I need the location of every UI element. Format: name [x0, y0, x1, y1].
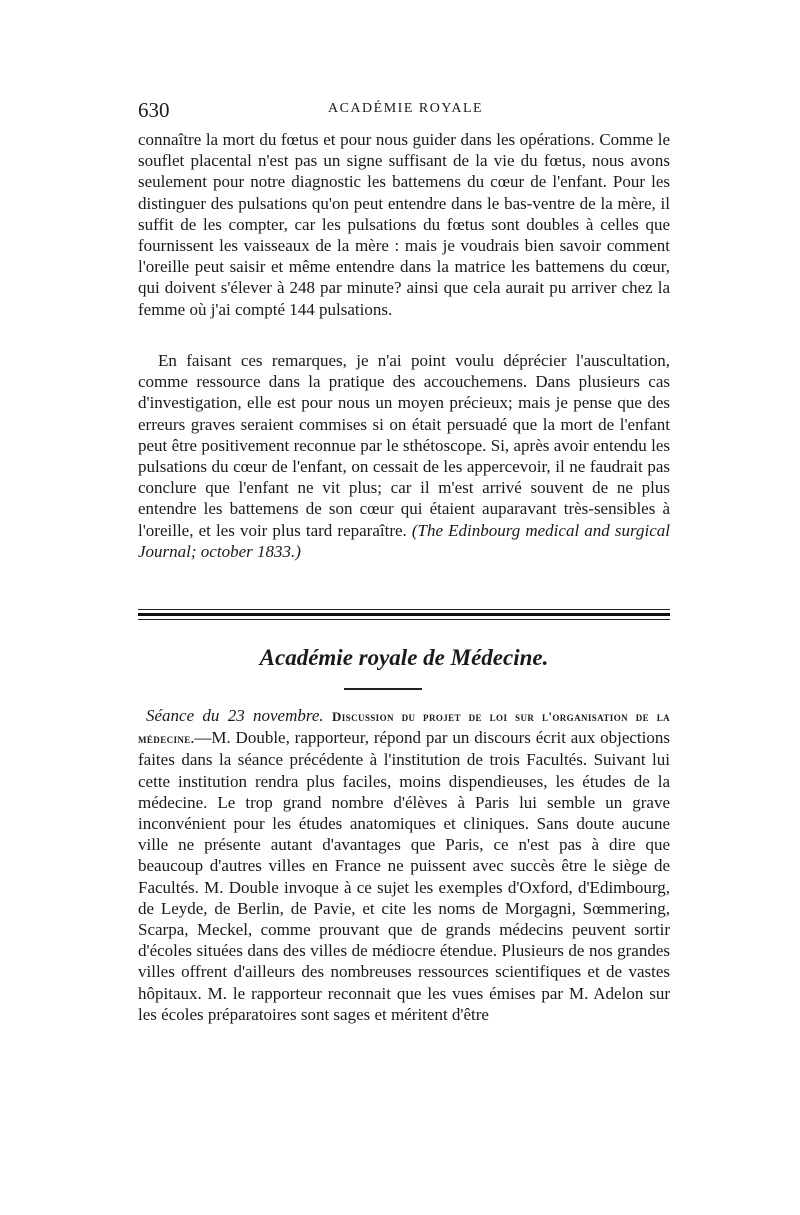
second-paragraph — [138, 350, 670, 562]
paragraph-text: connaître la mort du fœtus et pour nous guider dans les opérations. Comme le souflet placental n'est pas un signe suffisant de la vie du fœtus, nous avons seulement pour notre diagnostic les battemens du cœur de l'enfant. Pour les distinguer des pulsations qu'on peut entendre dans le bas-ventre de la mère, il suffit de les compter, car les pulsations du fœtus sont doubles à celles que fournissent les vaisseaux de la mère : mais je voudrais bien savoir comment l'oreille peut saisir et même entendre dans la matrice les battemens du cœur, qui doivent s'élever à 248 par minute? ainsi que cela aurait pu arriver chez la femme où j'ai compté 144 pulsations. — [138, 130, 670, 319]
continued-paragraph — [138, 129, 670, 320]
divider-line — [138, 609, 670, 610]
session-date: Séance du 23 novembre. — [146, 706, 324, 725]
paragraph-text: En faisant ces remarques, je n'ai point voulu déprécier l'auscultation, comme ressource dans la pratique des accouchemens. Dans plusieurs cas d'investigation, elle est pour nous un moyen précieux; mais je pense que des erreurs graves seraient commises si on était persuadé que la mort de l'enfant peut être positivement reconnue par le sthétoscope. Si, après avoir entendu les pulsations du cœur de l'enfant, on cessait de les appercevoir, il ne faudrait pas conclure que l'enfant ne vit plus; car il m'est arrivé souvent de ne plus entendre les battemens de son cœur qui étaient auparavant très-sensibles à l'oreille, et les voir plus tard reparaître. — [138, 351, 670, 540]
paragraph-body — [138, 350, 670, 562]
page-number: 630 — [138, 98, 170, 122]
journal-citation: (The Edinbourg medical and surgical Journal; october 1833.) — [138, 520, 670, 561]
session-body: —M. Double, rapporteur, répond par un discours écrit aux objections faites dans la séance précédente à l'institution de trois Facultés. Suivant lui cette institution rendra plus faciles, moins dispendieuses, les études de la médecine. Le trop grand nombre d'élèves à Paris lui semble un grave inconvénient pour les études anatomiques et cliniques. Sans doute aucune ville ne présente autant d'avantages que Paris, ce n'est pas à dire que beaucoup d'autres villes en France ne puissent avec succès être le siège de Facultés. M. Double invoque à ce sujet les exemples d'Oxford, d'Edimbourg, de Leyde, de Berlin, de Pavie, et cite les noms de Morgagni, Sœmmering, Scarpa, Meckel, comme prouvant que de grands médecins peuvent sortir d'écoles situées dans des villes de médiocre étendue. Plusieurs de nos grandes villes offrent d'ailleurs des nombreuses ressources scientifiques et de vastes hôpitaux. M. le rapporteur reconnait que les vues émises par M. Adelon sur les écoles préparatoires sont sages et méritent d'être — [138, 728, 670, 1024]
divider-line — [138, 613, 670, 616]
running-header — [138, 98, 670, 126]
section-divider — [138, 609, 670, 623]
title-underline — [344, 688, 422, 690]
session-heading: Discussion du projet de loi sur l'organisation de la médecine. — [138, 709, 670, 747]
divider-line — [138, 619, 670, 620]
section-title: Académie royale de Médecine. — [259, 645, 549, 670]
session-paragraph — [138, 705, 670, 1025]
session-report — [138, 705, 670, 1025]
running-title: ACADÉMIE ROYALE — [328, 101, 484, 116]
